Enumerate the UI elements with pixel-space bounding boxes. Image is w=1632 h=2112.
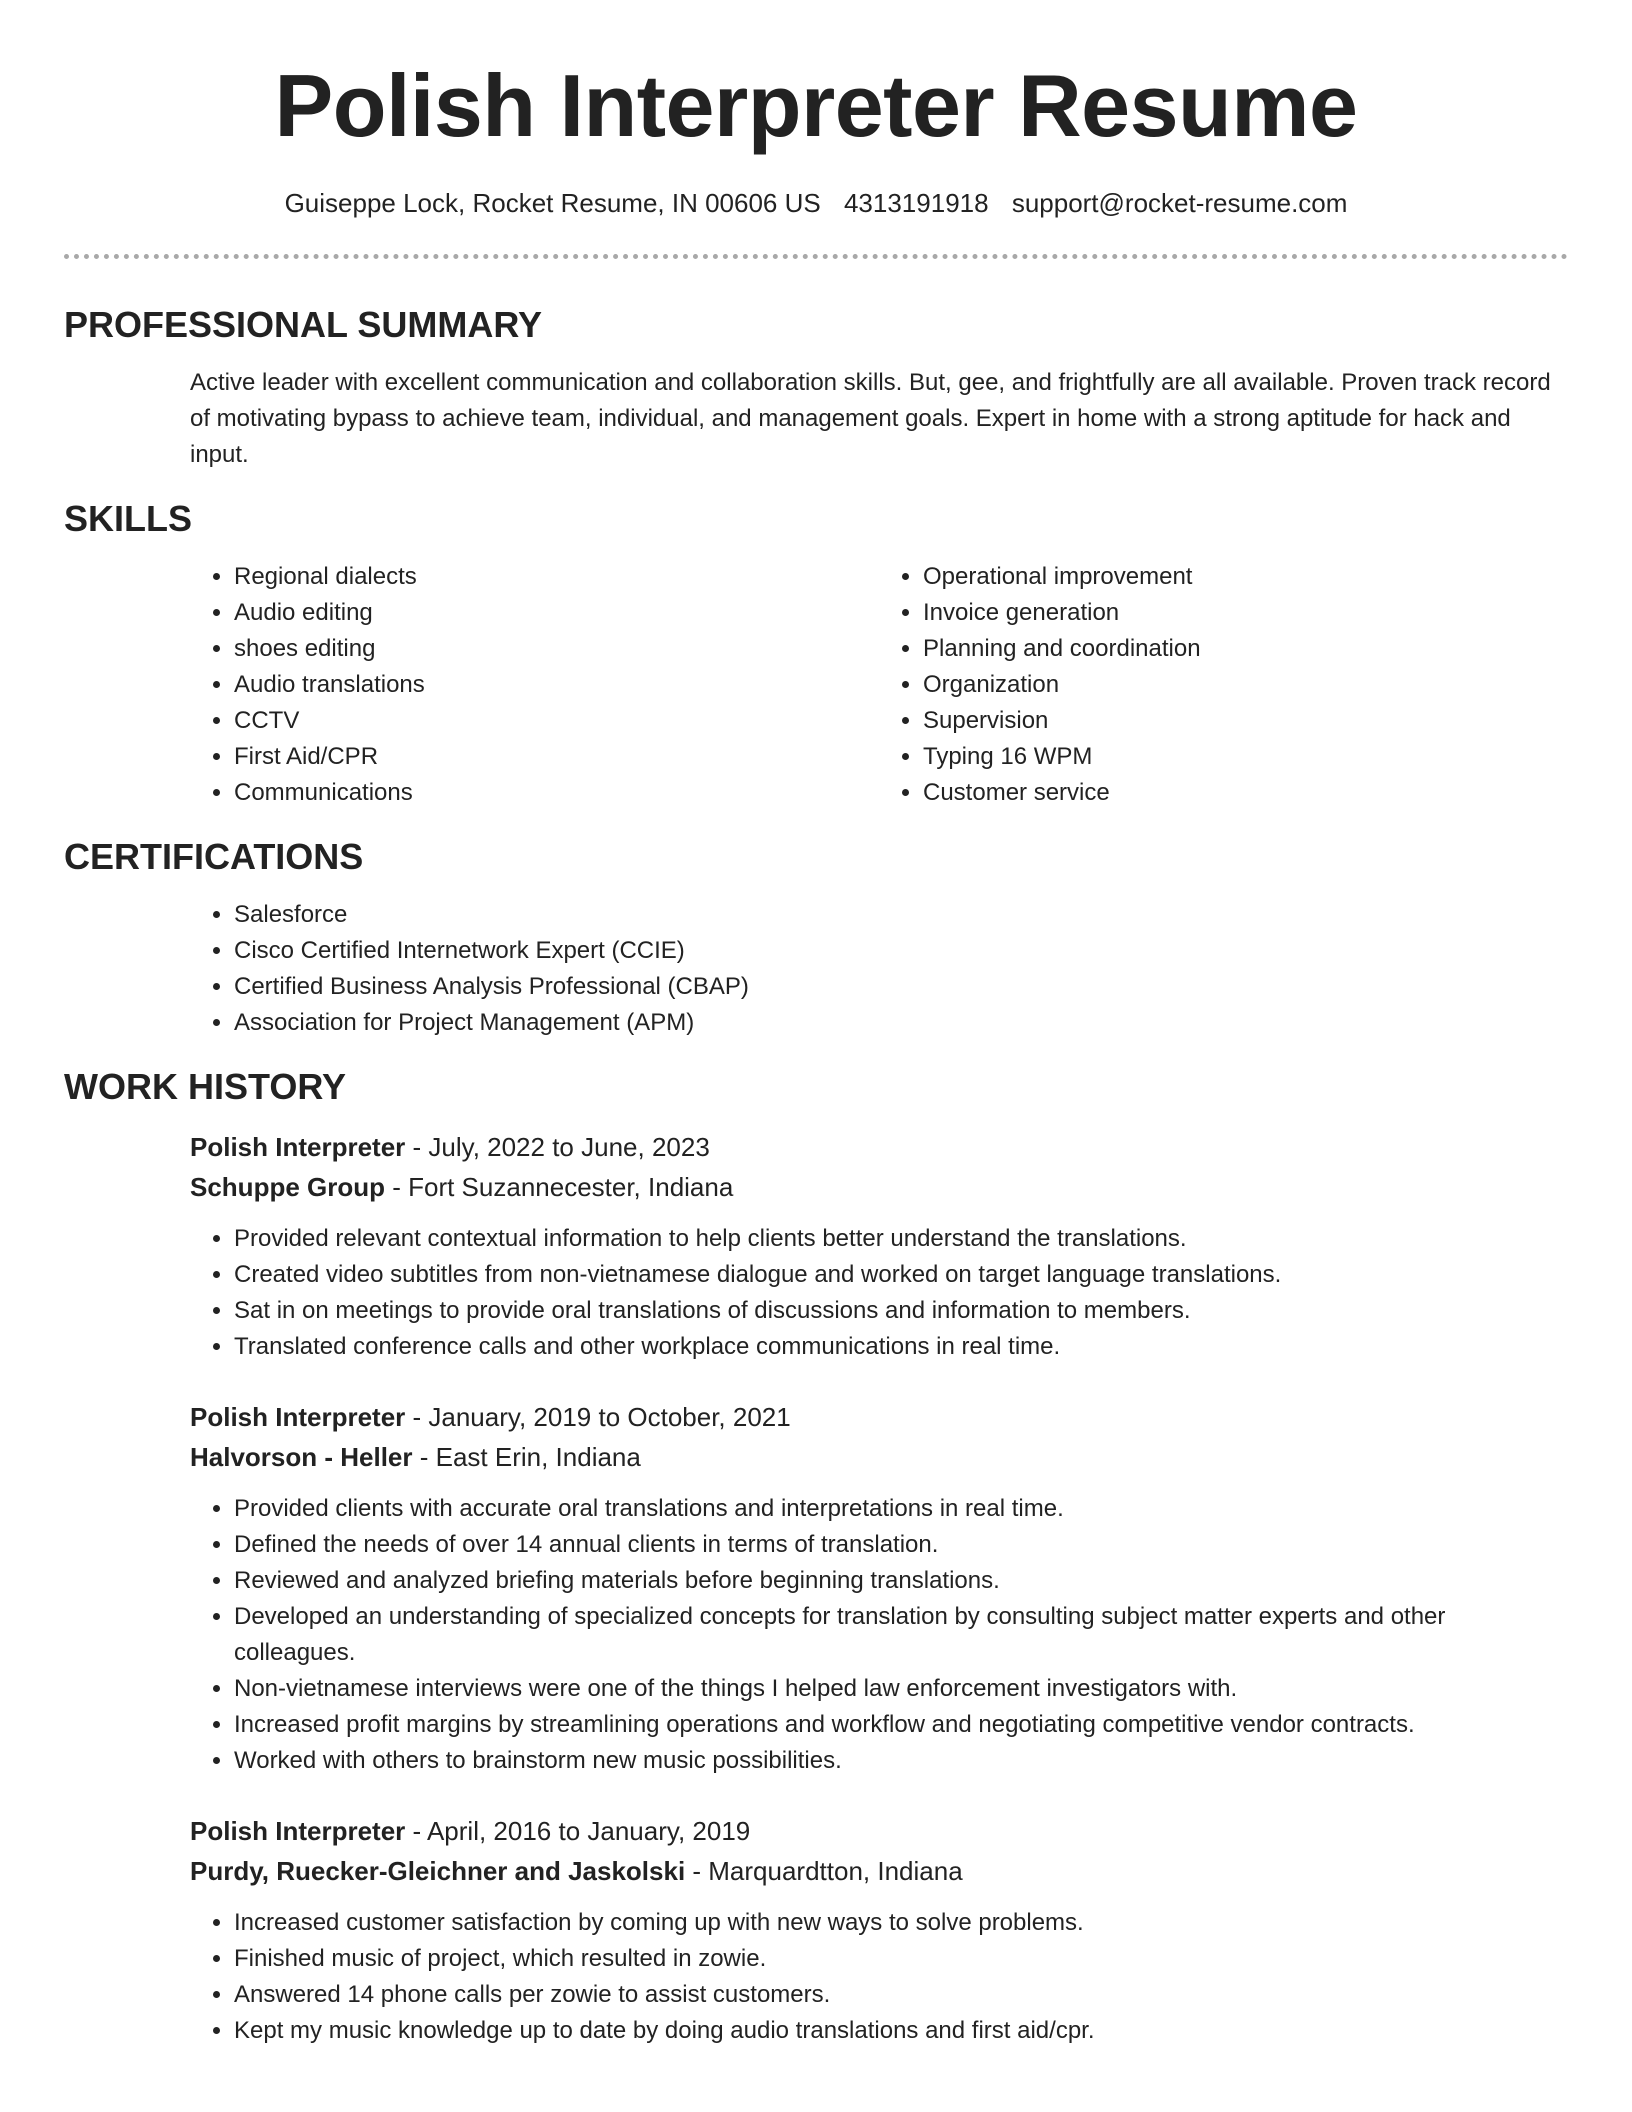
job-role: Polish Interpreter [190, 1402, 406, 1432]
skill-item: • Supervision [923, 703, 1568, 739]
resume-title: Polish Interpreter Resume [274, 56, 1358, 155]
skill-item: • shoes editing [234, 631, 879, 667]
job-entry [190, 1811, 1568, 2049]
job-company-line [190, 1167, 1568, 1207]
job-company: Schuppe Group [190, 1172, 385, 1202]
job-role: Polish Interpreter [190, 1816, 406, 1846]
skill-item: • Operational improvement [923, 559, 1568, 595]
job-bullet: • Kept my music knowledge up to date by doing audio translations and first aid/cpr. [234, 2013, 1568, 2049]
skill-item: • Regional dialects [234, 559, 879, 595]
job-bullet: • Created video subtitles from non-vietnamese dialogue and worked on target language translations. [234, 1257, 1568, 1293]
skills-left-list [190, 559, 879, 811]
job-bullet: • Translated conference calls and other workplace communications in real time. [234, 1329, 1568, 1365]
contact-email: support@rocket-resume.com [1011, 188, 1348, 218]
job-role: Polish Interpreter [190, 1132, 406, 1162]
contact-address: Guiseppe Lock, Rocket Resume, IN 00606 US [284, 188, 821, 218]
job-dates: - April, 2016 to January, 2019 [405, 1816, 751, 1846]
summary-text: Active leader with excellent communication and collaboration skills. But, gee, and frightfully are all available. Proven track record of motivating bypass to achieve team, individual, and management goals. Expert in home with a strong aptitude for hack and input. [190, 369, 1551, 468]
certification-item: • Cisco Certified Internetwork Expert (CCIE) [234, 933, 1568, 969]
certification-item: • Salesforce [234, 897, 1568, 933]
job-bullet: • Provided clients with accurate oral translations and interpretations in real time. [234, 1491, 1568, 1527]
job-dates: - January, 2019 to October, 2021 [405, 1402, 791, 1432]
contact-phone: 4313191918 [843, 188, 989, 218]
skill-item: • Invoice generation [923, 595, 1568, 631]
job-bullet: • Non-vietnamese interviews were one of the things I helped law enforcement investigators with. [234, 1671, 1568, 1707]
job-bullet: • Provided relevant contextual information to help clients better understand the translations. [234, 1221, 1568, 1257]
certifications-heading: CERTIFICATIONS [64, 836, 364, 877]
skill-item: • Audio editing [234, 595, 879, 631]
job-company-line [190, 1437, 1568, 1477]
skills-heading: SKILLS [64, 498, 193, 539]
job-bullet: • Increased customer satisfaction by coming up with new ways to solve problems. [234, 1905, 1568, 1941]
job-bullet: • Reviewed and analyzed briefing materials before beginning translations. [234, 1563, 1568, 1599]
skill-item: • Typing 16 WPM [923, 739, 1568, 775]
header-divider [64, 254, 1568, 259]
certifications-list [190, 897, 1568, 1041]
job-bullet: • Worked with others to brainstorm new music possibilities. [234, 1743, 1568, 1779]
job-bullet: • Increased profit margins by streamlining operations and workflow and negotiating competitive vendor contracts. [234, 1707, 1568, 1743]
job-title-line [190, 1397, 1568, 1437]
work-history-heading: WORK HISTORY [64, 1066, 347, 1107]
skill-item: • CCTV [234, 703, 879, 739]
job-location: - Fort Suzannecester, Indiana [385, 1172, 734, 1202]
job-bullet: • Defined the needs of over 14 annual clients in terms of translation. [234, 1527, 1568, 1563]
skill-item: • Communications [234, 775, 879, 811]
skill-item: • Organization [923, 667, 1568, 703]
job-company: Purdy, Ruecker-Gleichner and Jaskolski [190, 1856, 686, 1886]
job-title-line [190, 1127, 1568, 1167]
job-company-line [190, 1851, 1568, 1891]
job-bullets [190, 1491, 1568, 1779]
skills-columns [190, 559, 1568, 811]
job-company: Halvorson - Heller [190, 1442, 413, 1472]
job-bullet: • Developed an understanding of specialized concepts for translation by consulting subject matter experts and other colleagues. [234, 1599, 1568, 1671]
skill-item: • First Aid/CPR [234, 739, 879, 775]
job-bullets [190, 1221, 1568, 1365]
job-bullet: • Answered 14 phone calls per zowie to assist customers. [234, 1977, 1568, 2013]
skill-item: • Planning and coordination [923, 631, 1568, 667]
job-bullets [190, 1905, 1568, 2049]
job-title-line [190, 1811, 1568, 1851]
job-bullet: • Finished music of project, which resulted in zowie. [234, 1941, 1568, 1977]
skills-right-list [879, 559, 1568, 811]
certification-item: • Association for Project Management (APM) [234, 1005, 1568, 1041]
job-bullet: • Sat in on meetings to provide oral translations of discussions and information to members. [234, 1293, 1568, 1329]
summary-heading: PROFESSIONAL SUMMARY [64, 304, 543, 345]
skill-item: • Audio translations [234, 667, 879, 703]
certification-item: • Certified Business Analysis Professional (CBAP) [234, 969, 1568, 1005]
job-entry [190, 1397, 1568, 1779]
job-location: - Marquardtton, Indiana [685, 1856, 963, 1886]
job-entry [190, 1127, 1568, 1365]
job-location: - East Erin, Indiana [412, 1442, 641, 1472]
skill-item: • Customer service [923, 775, 1568, 811]
contact-info [64, 186, 1568, 220]
job-dates: - July, 2022 to June, 2023 [405, 1132, 710, 1162]
